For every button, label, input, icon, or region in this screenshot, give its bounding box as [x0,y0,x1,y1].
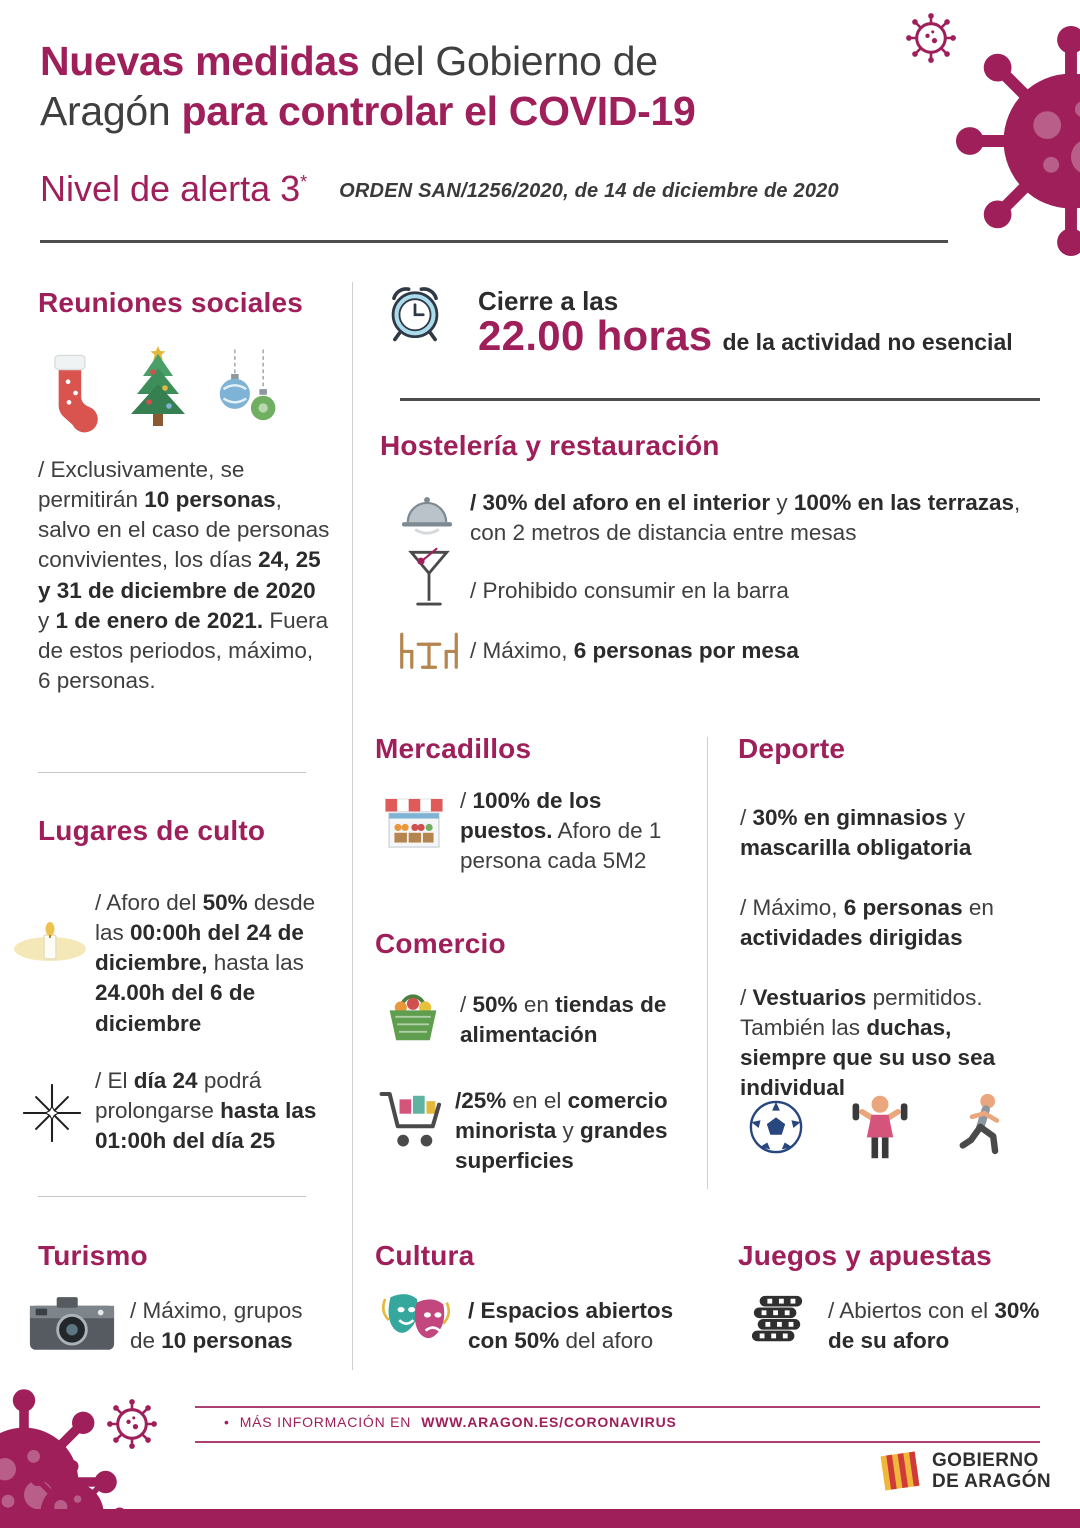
column-divider-left [352,282,353,1370]
christmas-tree-icon [118,342,198,434]
culto-item1-text: / Aforo del 50% desde las 00:00h del 24 de diciembre, hasta las 24.00h del 6 de diciembre [95,890,316,1036]
comercio-item2-text: /25% en el comercio minorista y grandes superficies [455,1088,668,1174]
deporte-item3-text: / Vestuarios permitidos. También las duchas, siempre que su uso sea individual [740,985,996,1101]
hosteleria-item3-text: / Máximo, 6 personas por mesa [470,638,799,663]
aragon-logo-line1: GOBIERNO [932,1449,1039,1471]
turismo-title: Turismo [38,1240,148,1271]
alert-asterisk: * [300,172,308,192]
deporte-item2-text: / Máximo, 6 personas en actividades dirigidas [740,895,994,951]
comercio-title: Comercio [375,928,506,959]
divider [38,1196,306,1197]
hosteleria-item2-text: / Prohibido consumir en la barra [470,578,789,603]
reuniones-title: Reuniones sociales [38,287,304,318]
page-title [40,36,880,136]
cloche-icon [396,492,458,536]
stocking-icon [38,352,100,434]
footer-bullet: • [224,1414,230,1430]
mercadillos-item1-text: / 100% de los puestos. Aforo de 1 persona cada 5M2 [460,788,662,874]
juegos-item1-text: / Abiertos con el 30% de su aforo [828,1298,1040,1354]
cocktail-icon [408,546,450,612]
soccer-ball-icon [748,1099,804,1155]
footer-rule-bottom [195,1441,1040,1443]
market-stall-icon [382,793,446,853]
deporte-item1-text: / 30% en gimnasios y mascarilla obligatoria [740,805,972,861]
mercadillos-title: Mercadillos [375,733,532,764]
culto-title: Lugares de culto [38,815,266,846]
reuniones-text: / Exclusivamente, se permitirán 10 personas, salvo en el caso de personas convivientes, los días 24, 25 y 31 de diciembre de 2020 y 1 de enero de 2021. Fuera de estos periodos, máximo, 6 personas. [38,457,330,693]
shopping-cart-icon [378,1088,448,1152]
camera-icon [28,1292,116,1354]
table-chairs-icon [396,628,462,672]
virus-small-icon [905,12,957,64]
footer-url-link[interactable]: WWW.ARAGON.ES/CORONAVIRUS [421,1414,677,1430]
footer-rule-top [195,1406,1040,1408]
sports-icons [748,1092,1012,1162]
cultura-item1-text: / Espacios abiertos con 50% del aforo [468,1298,674,1354]
juegos-title: Juegos y apuestas [738,1240,992,1271]
page-title-line1: Nuevas medidas del Gobierno de [40,38,658,84]
aragon-logo-text [932,1450,1051,1493]
footer-info-label: MÁS INFORMACIÓN EN [239,1414,412,1430]
cultura-title: Cultura [375,1240,475,1271]
runner-icon [956,1092,1012,1162]
deporte-title: Deporte [738,733,846,764]
order-reference: ORDEN SAN/1256/2020, de 14 de diciembre de 2020 [339,180,839,202]
candle-icon [10,915,90,971]
culto-item2-text: / El día 24 podrá prolongarse hasta las 01:00h del día 25 [95,1068,317,1154]
closure-line1: Cierre a las [478,286,619,316]
ornaments-icon [216,348,282,434]
closure-row [478,312,1013,360]
divider [38,772,306,773]
hosteleria-title: Hostelería y restauración [380,430,720,461]
aragon-flag-icon [878,1446,922,1496]
alert-row [40,168,839,210]
theater-masks-icon [378,1292,454,1350]
alert-level: Nivel de alerta 3* [40,168,308,209]
aragon-logo [878,1446,1051,1496]
christmas-icons [38,342,282,434]
virus-large-icon [952,22,1080,260]
weights-icon [848,1092,912,1162]
closure-rule [400,398,1040,401]
footer-info [224,1414,677,1430]
turismo-item1-text: / Máximo, grupos de 10 personas [130,1298,303,1354]
page-title-line2: Aragón para controlar el COVID-19 [40,88,696,135]
closure-time: 22.00 horas [478,312,713,359]
hosteleria-item1-text: / 30% del aforo en el interior y 100% en las terrazas, con 2 metros de distancia entre mesas [470,490,1021,546]
star-icon [22,1083,82,1143]
header-rule [40,240,948,243]
poker-chips-icon [748,1292,808,1348]
aragon-logo-line2: DE ARAGÓN [932,1471,1052,1492]
column-divider-right [707,737,708,1189]
alarm-clock-icon [383,279,447,345]
bottom-bar [0,1509,1080,1528]
virus-bottom-small-icon [106,1398,158,1450]
grocery-basket-icon [382,986,444,1044]
closure-rest: de la actividad no esencial [722,329,1013,355]
comercio-item1-text: / 50% en tiendas de alimentación [460,992,667,1048]
